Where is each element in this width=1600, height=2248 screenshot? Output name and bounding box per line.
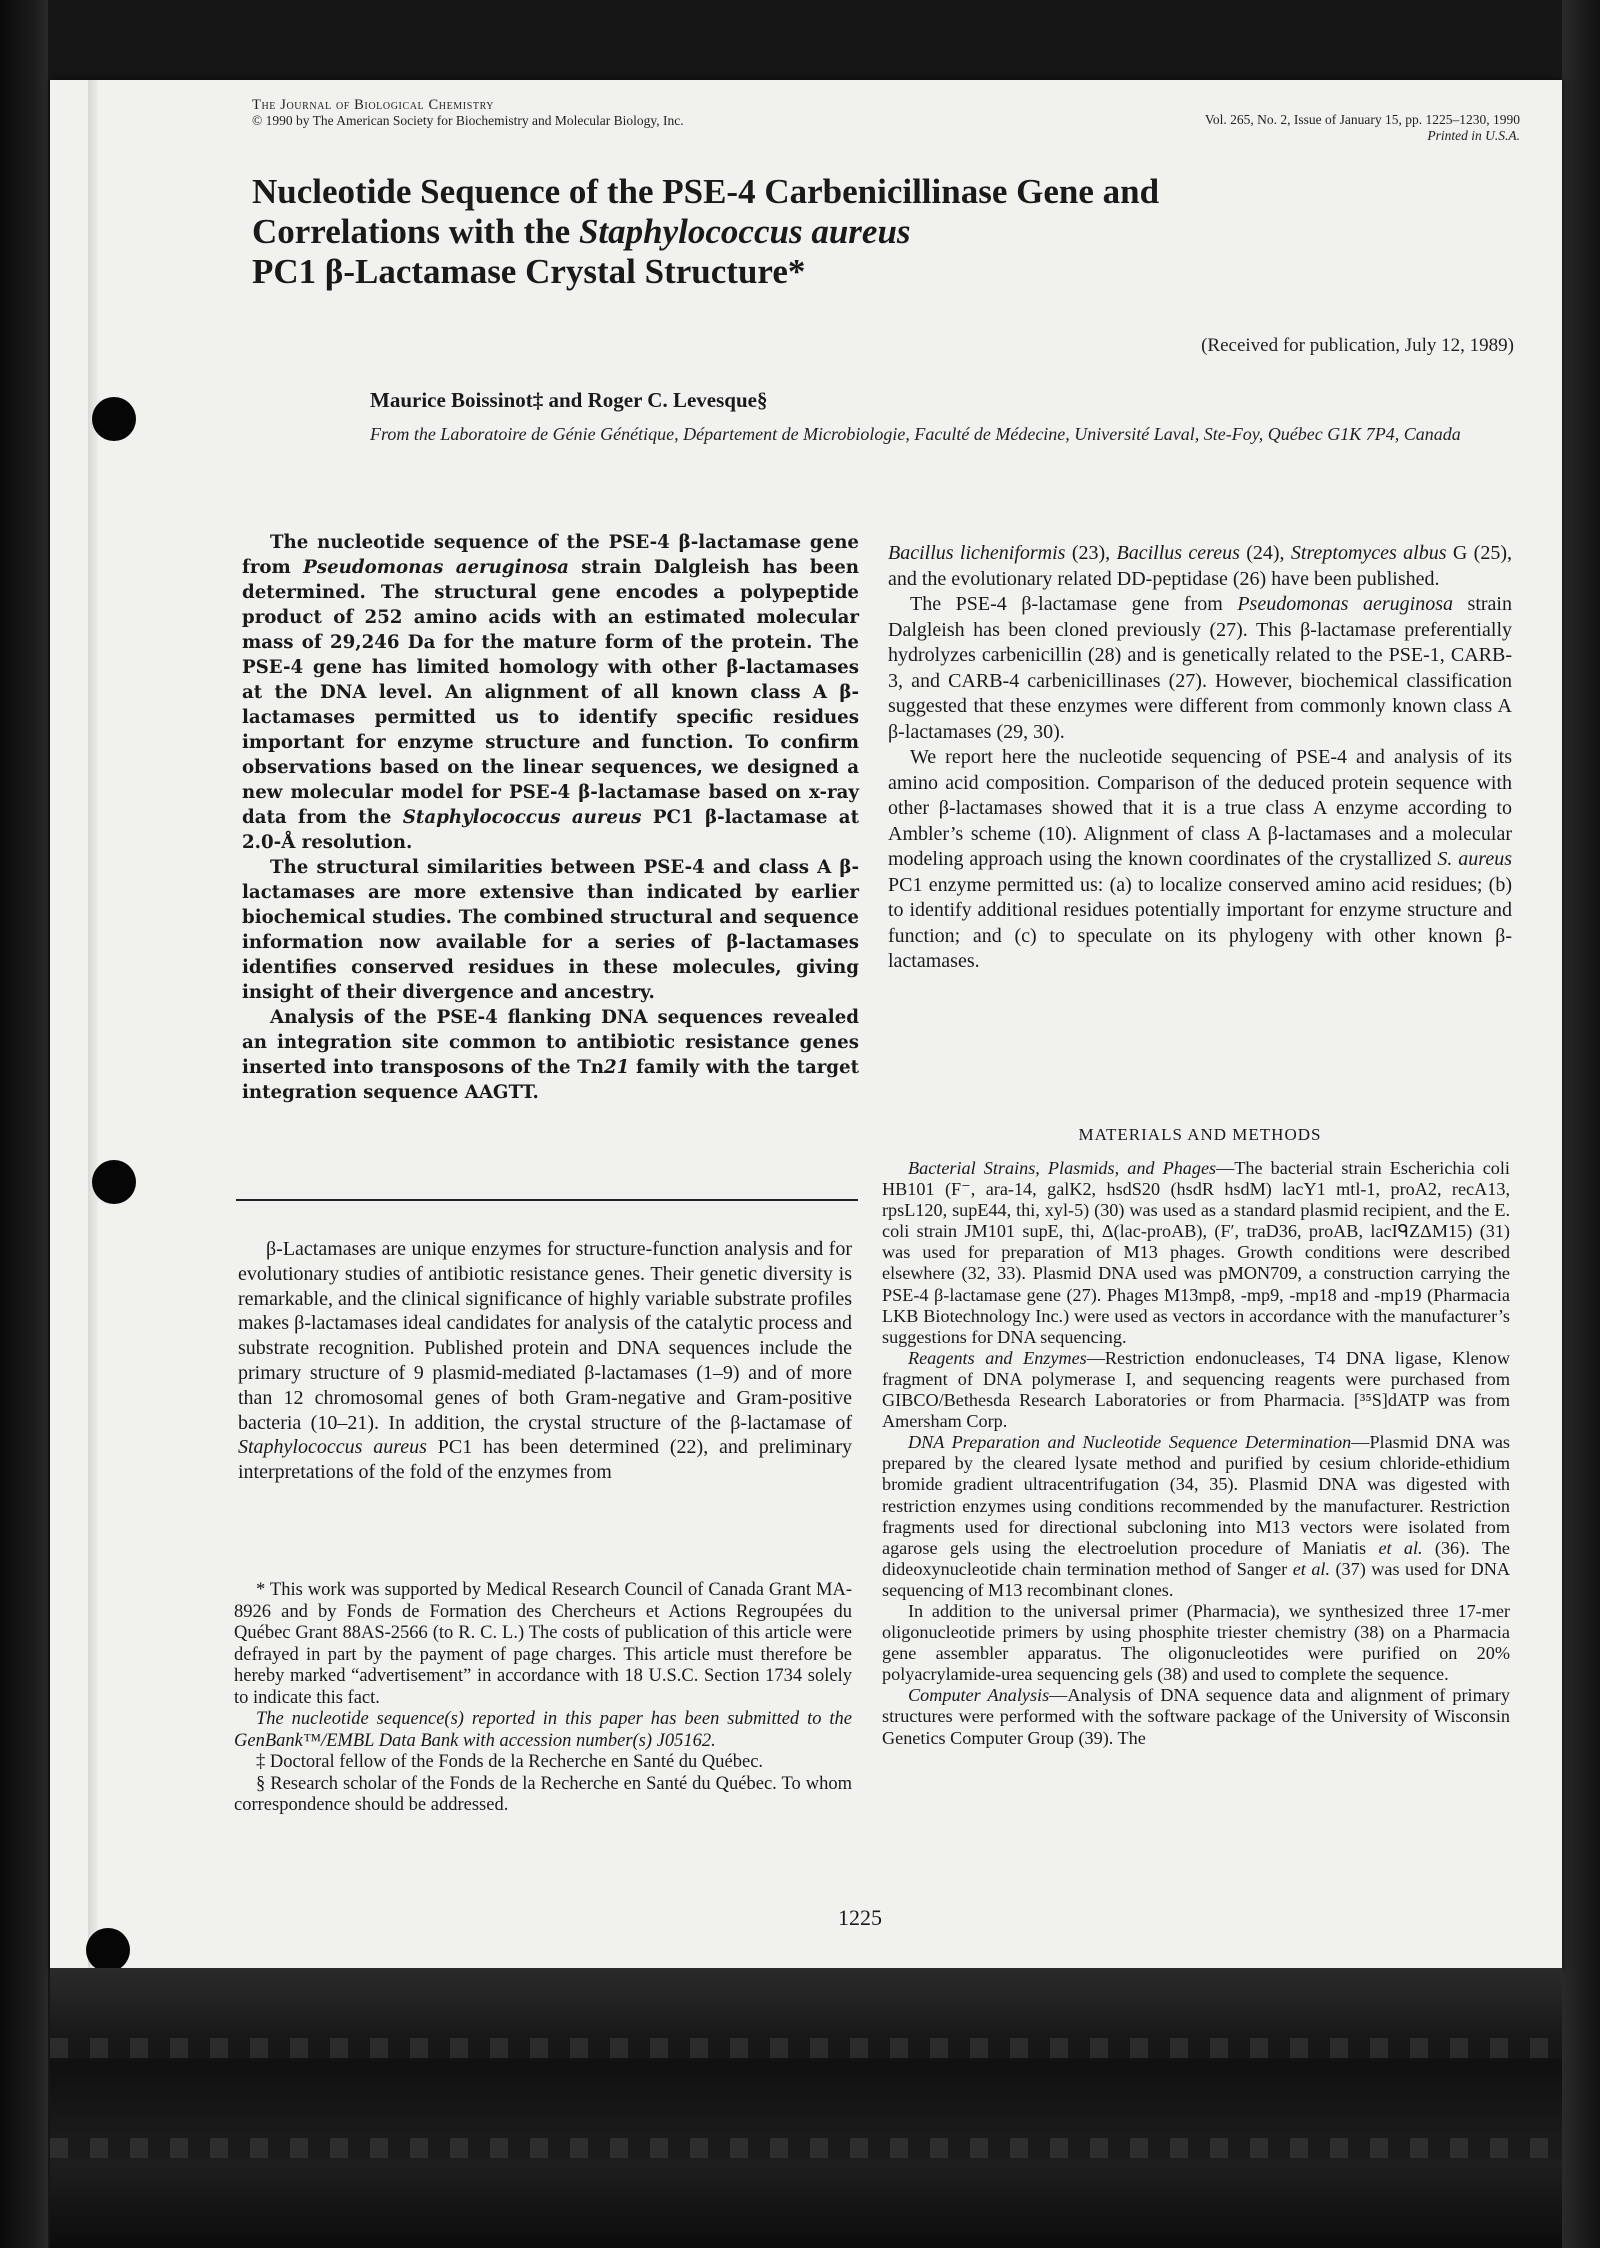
scan-right-edge <box>1562 0 1600 2248</box>
issue-line: Vol. 265, No. 2, Issue of January 15, pp. 1225–1230, 1990 <box>1204 112 1520 127</box>
text-run-italic: et al. <box>1292 1558 1331 1579</box>
text-run: PC1 has been determined (22), and preliminary interpretations of the fold of the enzymes from <box>238 1436 853 1484</box>
text-run: We report here the nucleotide sequencing of PSE-4 and analysis of its amino acid composition. Comparison of the deduced protein sequence with other β-lactamases showed that it is a true class A enzyme according to Ambler’s scheme (10). Alignment of class A β-lactamases and a molecular modeling approach using the known coordinates of the crystallized <box>888 746 1512 870</box>
text-run-italic: Staphylococcus aureus <box>402 807 642 828</box>
text-run-italic: Bacillus licheniformis <box>888 542 1066 564</box>
text-run-italic: Streptomyces albus <box>1290 542 1447 564</box>
text-run: PC1 β-lactamase at 2.0-Å resolution. <box>242 807 859 853</box>
page-fold-shadow <box>88 80 98 1970</box>
text-run-italic: S. aureus <box>1437 848 1513 870</box>
right-column <box>888 541 1512 975</box>
subsection-head: Computer Analysis <box>908 1685 1050 1706</box>
abstract-divider <box>236 1199 858 1201</box>
text-run: —The bacterial strain Escherichia coli HB101 (F⁻, ara-14, galK2, hsdS20 (hsdR hsdM) lacY1 mtl-1, proA2, recA13, rpsL120, supE44, thi, xyl-5) (30) was used as a standard plasmid recipient, and the E. coli strain JM101 supE, thi, Δ(lac-proAB), (F′, traD36, proAB, lacIᑫZΔM15) (31) was used for preparation of M13 phages. Growth conditions were described elsewhere (32, 33). Plasmid DNA used was pMON709, a construction carrying the PSE-4 β-lactamase gene (27). Phages M13mp8, -mp9, -mp18 and -mp19 (Pharmacia LKB Biotechnology Inc.) were used as vectors in accordance with the manufacturer’s suggestions for DNA sequencing. <box>882 1158 1510 1347</box>
text-run: (24), <box>1239 542 1291 564</box>
text-run: (23), <box>1065 542 1117 564</box>
methods-paragraph <box>882 1432 1510 1601</box>
methods-section <box>882 1158 1510 1749</box>
continued-paragraph <box>888 541 1512 592</box>
author-list: Maurice Boissinot‡ and Roger C. Levesque§ <box>370 388 768 412</box>
text-run: strain Dalgleish has been cloned previously (27). This β-lactamase preferentially hydrolyzes carbenicillin (28) and is genetically related to the PSE-1, CARB-3, and CARB-4 carbenicillinases (27). However, biochemical classification suggested that these enzymes were different from commonly known class A β-lactamases (29, 30). <box>888 593 1512 743</box>
footnote-funding: * This work was supported by Medical Research Council of Canada Grant MA-8926 and by Fonds de Formation des Chercheurs et Actions Regroupées du Québec Grant 88AS-2566 (to R. C. L.) The costs of publication of this article were defrayed in part by the payment of page charges. This article must therefore be hereby marked “advertisement” in accordance with 18 U.S.C. Section 1734 solely to indicate this fact. <box>234 1580 852 1708</box>
title-text: Correlations with the <box>252 212 579 251</box>
issue-header <box>1000 112 1520 144</box>
text-run: (37) was used for DNA sequencing of M13 recombinant clones. <box>882 1558 1510 1600</box>
text-run: β-Lactamases are unique enzymes for structure-function analysis and for evolutionary studies of antibiotic resistance genes. Their genetic diversity is remarkable, and the clinical significance of highly variable substrate profiles makes β-lactamases ideal candidates for analysis of the catalytic process and substrate recognition. Published protein and DNA sequences include the primary structure of 9 plasmid-mediated β-lactamases (1–9) and of more than 12 chromosomal genes of both Gram-negative and Gram-positive bacteria (10–21). In addition, the crystal structure of the β-lactamase of <box>238 1238 852 1434</box>
text-run: Analysis of the PSE-4 flanking DNA sequences revealed an integration site common to antibiotic resistance genes inserted into transposons of the Tn <box>242 1007 859 1078</box>
text-run: strain Dalgleish has been determined. The structural gene encodes a polypeptide product of 252 amino acids with an estimated molecular mass of 29,246 Da for the mature form of the protein. The PSE-4 gene has limited homology with other β-lactamases at the DNA level. An alignment of all known class A β-lactamases permitted us to identify specific residues important for enzyme structure and function. To confirm observations based on the linear sequences, we designed a new molecular model for PSE-4 β-lactamase based on x-ray data from the <box>242 557 859 828</box>
scan-bottom-band <box>50 1968 1562 2248</box>
text-run: PC1 enzyme permitted us: (a) to localize conserved amino acid residues; (b) to identify additional residues potentially important for enzyme structure and function; and (c) to speculate on its phylogeny with other known β-lactamases. <box>888 873 1512 972</box>
text-run: The PSE-4 β-lactamase gene from <box>910 593 1238 615</box>
journal-header <box>252 97 684 129</box>
footnote-genbank: The nucleotide sequence(s) reported in this paper has been submitted to the GenBank™/EMBL Data Bank with accession number(s) J05162. <box>234 1709 852 1751</box>
journal-name: The Journal of Biological Chemistry <box>252 97 495 113</box>
copyright-line: © 1990 by The American Society for Biochemistry and Molecular Biology, Inc. <box>252 113 684 128</box>
band-stripe <box>50 2038 1562 2058</box>
printed-line: Printed in U.S.A. <box>1427 128 1520 143</box>
punch-hole-bottom <box>86 1928 130 1972</box>
title-species: Staphylococcus aureus <box>578 212 911 251</box>
methods-paragraph <box>882 1685 1510 1748</box>
title-line <box>252 212 1412 252</box>
abstract <box>242 530 859 1105</box>
page-number: 1225 <box>838 1905 882 1930</box>
introduction <box>238 1237 852 1485</box>
intro-paragraph <box>888 745 1512 975</box>
text-run: The nucleotide sequence of the PSE-4 β-lactamase gene from <box>242 532 859 578</box>
methods-paragraph <box>882 1348 1510 1432</box>
text-run: G (25), and the evolutionary related DD-peptidase (26) have been published. <box>888 542 1512 590</box>
intro-paragraph <box>888 592 1512 745</box>
text-run-italic: 21 <box>603 1057 630 1078</box>
subsection-head: DNA Preparation and Nucleotide Sequence Determination <box>908 1432 1352 1453</box>
text-run: family with the target integration sequence AAGTT. <box>242 1057 859 1103</box>
abstract-paragraph: The structural similarities between PSE-4 and class A β-lactamases are more extensive than indicated by earlier biochemical studies. The combined structural and sequence information now available for a series of β-lactamases identifies conserved residues in these molecules, giving insight of their divergence and ancestry. <box>242 857 859 1003</box>
text-run-italic: Pseudomonas aeruginosa <box>303 557 569 578</box>
text-run-italic: Staphylococcus aureus <box>238 1436 427 1459</box>
title-line: PC1 β-Lactamase Crystal Structure* <box>252 252 806 291</box>
subsection-head: Reagents and Enzymes <box>908 1347 1087 1368</box>
text-run: —Plasmid DNA was prepared by the cleared lysate method and purified by cesium chloride-ethidium bromide gradient ultracentrifugation (34, 35). Plasmid DNA was digested with restriction enzymes using conditions recommended by the manufacturer. Restriction fragments used for directional subcloning into M13 vectors were isolated from agarose gels using the electroelution procedure of Maniatis <box>882 1432 1510 1558</box>
received-date: (Received for publication, July 12, 1989) <box>1201 335 1514 356</box>
title-line: Nucleotide Sequence of the PSE-4 Carbenicillinase Gene and <box>252 172 1160 211</box>
section-heading: MATERIALS AND METHODS <box>1078 1125 1322 1144</box>
footnotes <box>234 1580 852 1817</box>
text-run-italic: Bacillus cereus <box>1116 542 1240 564</box>
methods-paragraph: In addition to the universal primer (Pharmacia), we synthesized three 17-mer oligonucleotide primers by using phosphite triester chemistry (38) on a Pharmacia gene assembler apparatus. The oligonucleotides were purified on 20% polyacrylamide-urea sequencing gels (38) and used to complete the sequence. <box>882 1600 1510 1685</box>
text-run-italic: et al. <box>1378 1537 1423 1558</box>
text-run-italic: Pseudomonas aeruginosa <box>1237 593 1453 615</box>
article-title <box>252 172 1412 292</box>
band-stripe <box>50 2138 1562 2158</box>
punch-hole-top <box>92 397 136 441</box>
abstract-paragraph <box>242 1005 859 1105</box>
author-affiliation: From the Laboratoire de Génie Génétique, Département de Microbiologie, Faculté de Médecine, Université Laval, Ste-Foy, Québec G1K 7P4, Canada <box>370 424 1461 444</box>
methods-paragraph <box>882 1158 1510 1348</box>
punch-hole-middle <box>92 1160 136 1204</box>
footnote-author1: ‡ Doctoral fellow of the Fonds de la Recherche en Santé du Québec. <box>256 1752 764 1772</box>
subsection-head: Bacterial Strains, Plasmids, and Phages <box>908 1158 1217 1178</box>
intro-paragraph <box>238 1237 852 1485</box>
text-run: —Restriction endonucleases, T4 DNA ligase, Klenow fragment of DNA polymerase I, and sequencing reagents were purchased from GIBCO/Bethesda Research Laboratories or from Pharmacia. [³⁵S]dATP was from Amersham Corp. <box>882 1347 1510 1432</box>
text-run: —Analysis of DNA sequence data and alignment of primary structures were performed with the software package of the University of Wisconsin Genetics Computer Group (39). The <box>882 1685 1510 1748</box>
footnote-author2: § Research scholar of the Fonds de la Recherche en Santé du Québec. To whom correspondence should be addressed. <box>234 1773 852 1815</box>
scan-left-edge <box>0 0 48 2248</box>
abstract-paragraph <box>242 530 859 855</box>
text-run: (36). The dideoxynucleotide chain termination method of Sanger <box>882 1537 1510 1579</box>
